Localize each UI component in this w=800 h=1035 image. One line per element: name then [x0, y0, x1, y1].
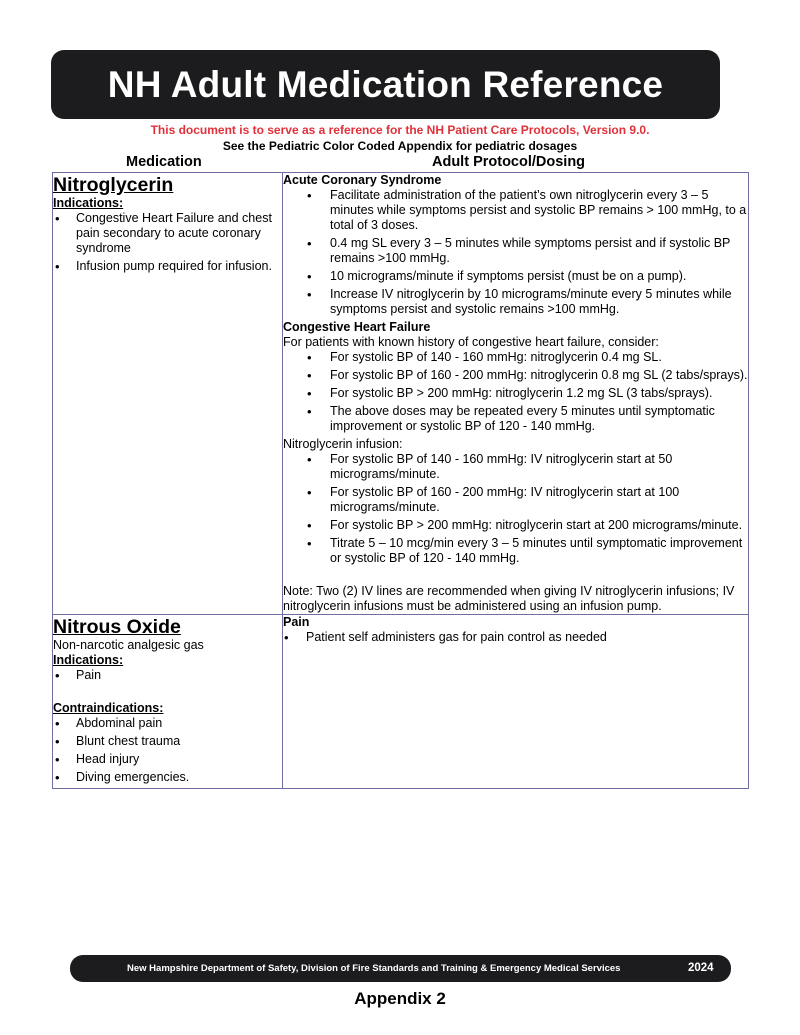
medication-subtitle: Non-narcotic analgesic gas: [53, 638, 204, 652]
list-item: • For systolic BP > 200 mmHg: nitroglycerin 1.2 mg SL (3 tabs/sprays).: [283, 386, 748, 401]
appendix-label: Appendix 2: [354, 989, 446, 1008]
medication-table: [52, 172, 749, 789]
list-item: • Infusion pump required for infusion.: [53, 259, 282, 274]
section-heading: Congestive Heart Failure: [283, 320, 431, 334]
list-item: • Increase IV nitroglycerin by 10 micrograms/minute every 5 minutes while symptoms persist and systolic remains >100 mmHg.: [283, 287, 748, 317]
infusion-label: Nitroglycerin infusion:: [283, 437, 403, 451]
medication-cell: [53, 615, 283, 789]
spacer: [283, 569, 748, 584]
pain-list: [283, 630, 748, 645]
contraindications-label: Contraindications:: [53, 701, 164, 715]
list-item: • Patient self administers gas for pain control as needed: [283, 630, 748, 645]
table-row-nitrous-oxide: [53, 615, 749, 789]
chf-list: [283, 350, 748, 434]
dosing-cell: [283, 615, 749, 789]
list-item: • For systolic BP of 140 - 160 mmHg: nitroglycerin 0.4 mg SL.: [283, 350, 748, 365]
infusion-list: [283, 452, 748, 566]
list-item: • Abdominal pain: [53, 716, 282, 731]
indications-label: Indications:: [53, 196, 124, 210]
medication-name: Nitroglycerin: [53, 174, 174, 196]
list-item: • Congestive Heart Failure and chest pain secondary to acute coronary syndrome: [53, 211, 282, 256]
spacer: [53, 686, 282, 701]
indications-list: [53, 668, 282, 683]
title-banner: [51, 50, 720, 119]
list-item: • Titrate 5 – 10 mcg/min every 3 – 5 minutes until symptomatic improvement or systolic BP of 120 - 140 mmHg.: [283, 536, 748, 566]
contraindications-list: [53, 716, 282, 785]
reference-notice: This document is to serve as a reference for the NH Patient Care Protocols, Version 9.0.: [150, 123, 650, 137]
section-heading: Pain: [283, 615, 310, 629]
footer-year: 2024: [688, 962, 714, 974]
list-item: • Head injury: [53, 752, 282, 767]
footer-text: New Hampshire Department of Safety, Division of Fire Standards and Training & Emergency Medical Services: [127, 963, 621, 974]
list-item: • Diving emergencies.: [53, 770, 282, 785]
infusion-note: Note: Two (2) IV lines are recommended when giving IV nitroglycerin infusions; IV nitroglycerin infusions must be administered using an infusion pump.: [283, 584, 735, 613]
pediatric-notice: See the Pediatric Color Coded Appendix for pediatric dosages: [222, 139, 578, 153]
list-item: • For systolic BP of 160 - 200 mmHg: IV nitroglycerin start at 100 micrograms/minute.: [283, 485, 748, 515]
list-item: • For systolic BP of 160 - 200 mmHg: nitroglycerin 0.8 mg SL (2 tabs/sprays).: [283, 368, 748, 383]
medication-cell: [53, 173, 283, 615]
list-item: • Facilitate administration of the patient’s own nitroglycerin every 3 – 5 minutes while symptoms persist and systolic BP remains > 100 mmHg, to a total of 3 doses.: [283, 188, 748, 233]
section-heading: Acute Coronary Syndrome: [283, 173, 442, 187]
list-item: • For systolic BP of 140 - 160 mmHg: IV nitroglycerin start at 50 micrograms/minute.: [283, 452, 748, 482]
column-header-dosing: Adult Protocol/Dosing: [432, 154, 586, 170]
column-header-medication: Medication: [126, 154, 202, 170]
list-item: • 0.4 mg SL every 3 – 5 minutes while symptoms persist and if systolic BP remains >100 mmHg.: [283, 236, 748, 266]
chf-intro: For patients with known history of congestive heart failure, consider:: [283, 335, 659, 349]
list-item: • The above doses may be repeated every 5 minutes until symptomatic improvement or systolic BP of 120 - 140 mmHg.: [283, 404, 748, 434]
page-title: NH Adult Medication Reference: [107, 63, 664, 105]
table-row-nitroglycerin: [53, 173, 749, 615]
list-item: • 10 micrograms/minute if symptoms persist (must be on a pump).: [283, 269, 748, 284]
medication-name: Nitrous Oxide: [53, 616, 181, 638]
list-item: • For systolic BP > 200 mmHg: nitroglycerin start at 200 micrograms/minute.: [283, 518, 748, 533]
indications-label: Indications:: [53, 653, 124, 667]
acs-list: [283, 188, 748, 317]
dosing-cell: [283, 173, 749, 615]
list-item: • Pain: [53, 668, 282, 683]
list-item: • Blunt chest trauma: [53, 734, 282, 749]
indications-list: [53, 211, 282, 274]
